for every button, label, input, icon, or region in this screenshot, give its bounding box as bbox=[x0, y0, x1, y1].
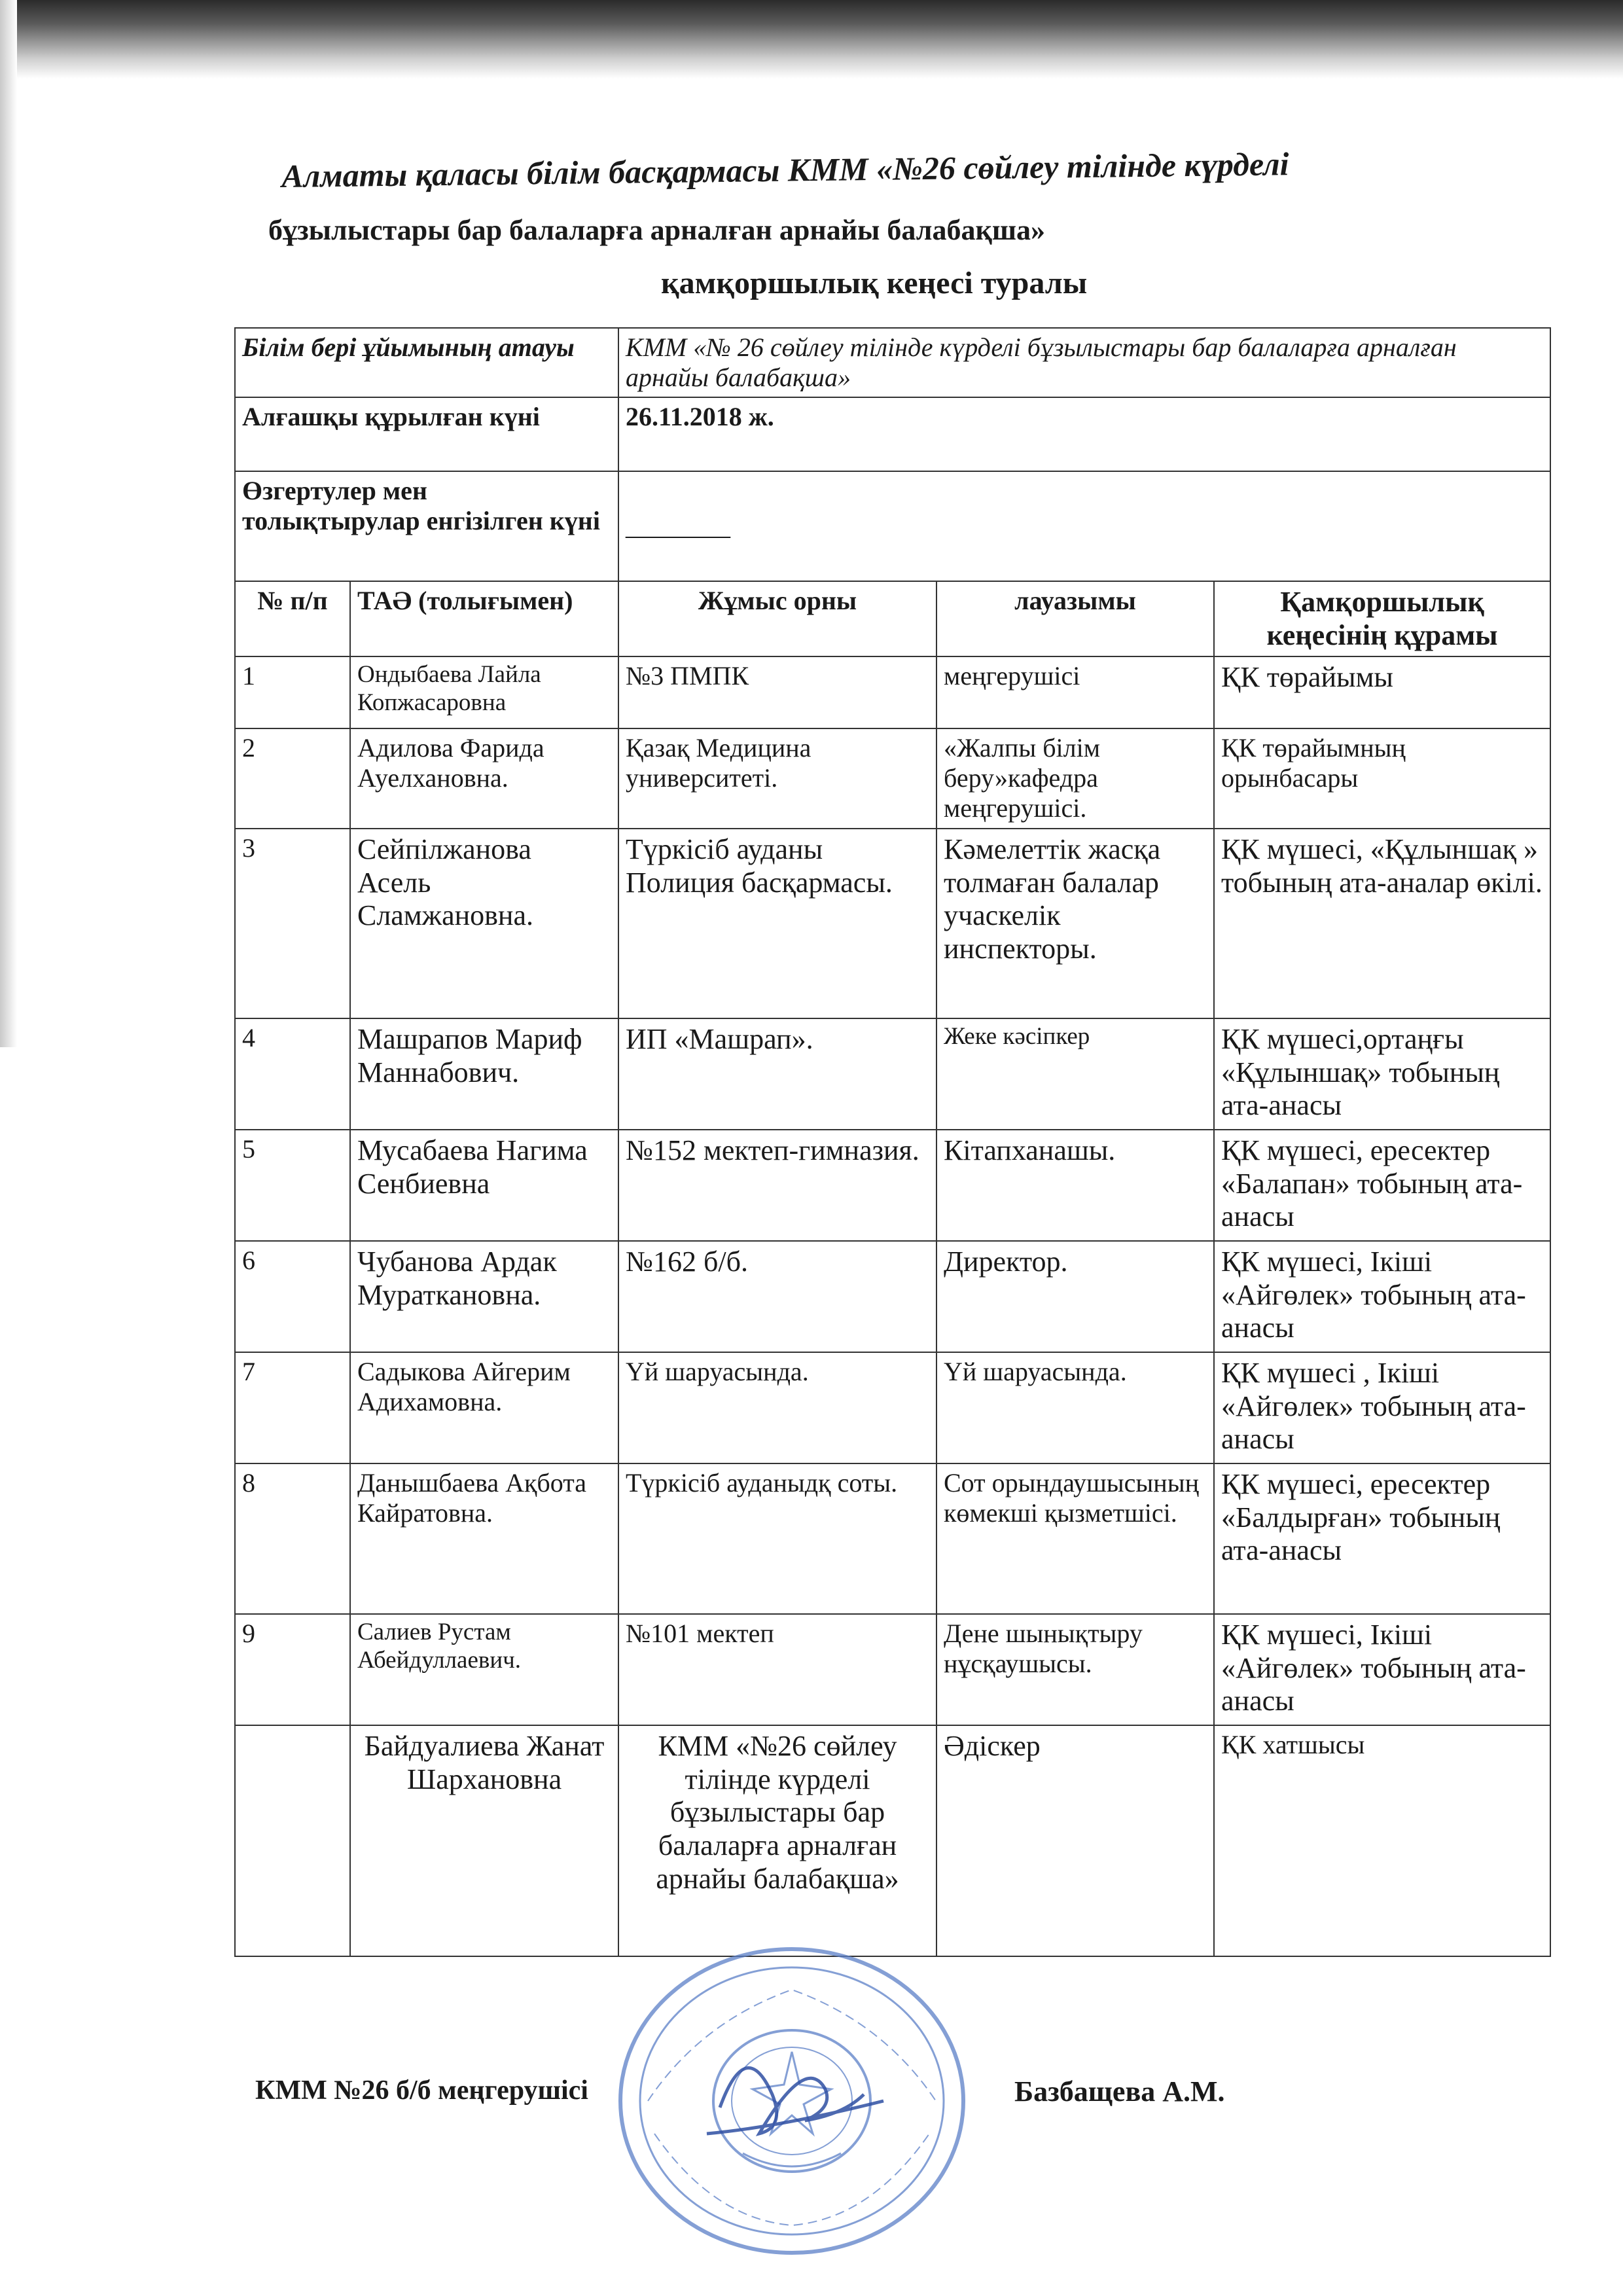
row-role: ҚК мүшесі, «Құлыншақ » тобының ата-аналар өкілі. bbox=[1214, 829, 1550, 1018]
row-num: 4 bbox=[235, 1018, 350, 1130]
col-header-position: лауазымы bbox=[936, 581, 1214, 656]
row-position: Дене шынықтыру нұсқаушысы. bbox=[936, 1614, 1214, 1725]
header-line-2: бұзылыстары бар балаларға арналған арнайы балабақша» bbox=[268, 214, 1045, 246]
row-position: Кәмелеттік жасқа толмаған балалар учаскелік инспекторы. bbox=[936, 829, 1214, 1018]
row-work: Үй шаруасында. bbox=[618, 1352, 936, 1463]
row-role: ҚК мүшесі, ересектер «Балдырған» тобының ата-анасы bbox=[1214, 1463, 1550, 1614]
table-row bbox=[235, 1352, 1550, 1463]
table-row bbox=[235, 1130, 1550, 1241]
created-label: Алғашқы құрылған күні bbox=[235, 397, 618, 471]
column-header-row bbox=[235, 581, 1550, 656]
row-name: Сейпілжанова Асель Сламжановна. bbox=[350, 829, 618, 1018]
header-line-1: Алматы қаласы білім басқармасы КММ «№26 сөйлеу тілінде күрделі bbox=[281, 145, 1289, 194]
row-position: «Жалпы білім беру»кафедра меңгерушісі. bbox=[936, 728, 1214, 829]
row-role: ҚК төрайымы bbox=[1214, 656, 1550, 728]
row-num: 9 bbox=[235, 1614, 350, 1725]
footer-signatory: Базбащева А.М. bbox=[1014, 2075, 1225, 2108]
row-name: Адилова Фарида Ауелхановна. bbox=[350, 728, 618, 829]
table-row bbox=[235, 1614, 1550, 1725]
row-work: КММ «№26 сөйлеу тілінде күрделі бұзылыстары бар балаларға арналған арнайы балабақша» bbox=[618, 1725, 936, 1956]
row-position: Директор. bbox=[936, 1241, 1214, 1352]
table-row bbox=[235, 1725, 1550, 1956]
row-position: Үй шаруасында. bbox=[936, 1352, 1214, 1463]
scan-edge-left bbox=[0, 0, 17, 1047]
org-label: Білім бері ұйымының атауы bbox=[235, 328, 618, 397]
table-row bbox=[235, 728, 1550, 829]
row-position: меңгерушісі bbox=[936, 656, 1214, 728]
changes-value: ________ bbox=[618, 471, 1550, 581]
row-position: Сот орындаушысының көмекші қызметшісі. bbox=[936, 1463, 1214, 1614]
row-num: 5 bbox=[235, 1130, 350, 1241]
row-work: Түркісіб ауданыдқ соты. bbox=[618, 1463, 936, 1614]
changes-label: Өзгертулер мен толықтырулар енгізілген күні bbox=[235, 471, 618, 581]
row-role: ҚК мүшесі , Ікіші «Айгөлек» тобының ата-анасы bbox=[1214, 1352, 1550, 1463]
row-role: ҚК төрайымның орынбасары bbox=[1214, 728, 1550, 829]
created-value: 26.11.2018 ж. bbox=[618, 397, 1550, 471]
info-row-org bbox=[235, 328, 1550, 397]
row-name: Садыкова Айгерим Адихамовна. bbox=[350, 1352, 618, 1463]
header-line-3: қамқоршылық кеңесі туралы bbox=[661, 266, 1088, 300]
col-header-work: Жұмыс орны bbox=[618, 581, 936, 656]
row-num: 8 bbox=[235, 1463, 350, 1614]
row-num: 3 bbox=[235, 829, 350, 1018]
row-name: Мусабаева Нагима Сенбиевна bbox=[350, 1130, 618, 1241]
row-position: Әдіскер bbox=[936, 1725, 1214, 1956]
col-header-role: Қамқоршылық кеңесінің құрамы bbox=[1214, 581, 1550, 656]
row-work: №152 мектеп-гимназия. bbox=[618, 1130, 936, 1241]
row-work: Түркісіб ауданы Полиция басқармасы. bbox=[618, 829, 936, 1018]
row-name: Чубанова Ардак Мураткановна. bbox=[350, 1241, 618, 1352]
row-num: 2 bbox=[235, 728, 350, 829]
row-num: 1 bbox=[235, 656, 350, 728]
row-position: Кітапханашы. bbox=[936, 1130, 1214, 1241]
row-role: ҚК мүшесі, Ікіші «Айгөлек» тобының ата-анасы bbox=[1214, 1614, 1550, 1725]
org-value: КММ «№ 26 сөйлеу тілінде күрделі бұзылыстары бар балаларға арналған арнайы балабақша» bbox=[618, 328, 1550, 397]
row-name: Ондыбаева Лайла Копжасаровна bbox=[350, 656, 618, 728]
table-row bbox=[235, 829, 1550, 1018]
footer-position: КММ №26 б/б меңгерушісі bbox=[255, 2075, 588, 2106]
row-num: 7 bbox=[235, 1352, 350, 1463]
row-work: Қазақ Медицина университеті. bbox=[618, 728, 936, 829]
council-table bbox=[234, 327, 1551, 1957]
row-name: Байдуалиева Жанат Шархановна bbox=[350, 1725, 618, 1956]
row-role: ҚК мүшесі, ересектер «Балапан» тобының ата-анасы bbox=[1214, 1130, 1550, 1241]
row-position: Жеке кәсіпкер bbox=[936, 1018, 1214, 1130]
table-row bbox=[235, 656, 1550, 728]
row-work: №162 б/б. bbox=[618, 1241, 936, 1352]
row-role: ҚК хатшысы bbox=[1214, 1725, 1550, 1956]
row-name: Салиев Рустам Абейдуллаевич. bbox=[350, 1614, 618, 1725]
row-role: ҚК мүшесі,ортаңғы «Құлыншақ» тобының ата-анасы bbox=[1214, 1018, 1550, 1130]
row-work: №101 мектеп bbox=[618, 1614, 936, 1725]
scan-edge-top bbox=[0, 0, 1623, 79]
row-num: 6 bbox=[235, 1241, 350, 1352]
row-num bbox=[235, 1725, 350, 1956]
info-row-created bbox=[235, 397, 1550, 471]
official-stamp-seal bbox=[609, 1937, 975, 2265]
row-work: №3 ПМПК bbox=[618, 656, 936, 728]
col-header-name: ТАӘ (толығымен) bbox=[350, 581, 618, 656]
info-row-changes bbox=[235, 471, 1550, 581]
table-row bbox=[235, 1463, 1550, 1614]
table-row bbox=[235, 1018, 1550, 1130]
table-row bbox=[235, 1241, 1550, 1352]
row-work: ИП «Машрап». bbox=[618, 1018, 936, 1130]
col-header-num: № п/п bbox=[235, 581, 350, 656]
row-name: Данышбаева Ақбота Кайратовна. bbox=[350, 1463, 618, 1614]
row-role: ҚК мүшесі, Ікіші «Айгөлек» тобының ата-анасы bbox=[1214, 1241, 1550, 1352]
signature bbox=[707, 2068, 883, 2134]
row-name: Машрапов Мариф Маннабович. bbox=[350, 1018, 618, 1130]
